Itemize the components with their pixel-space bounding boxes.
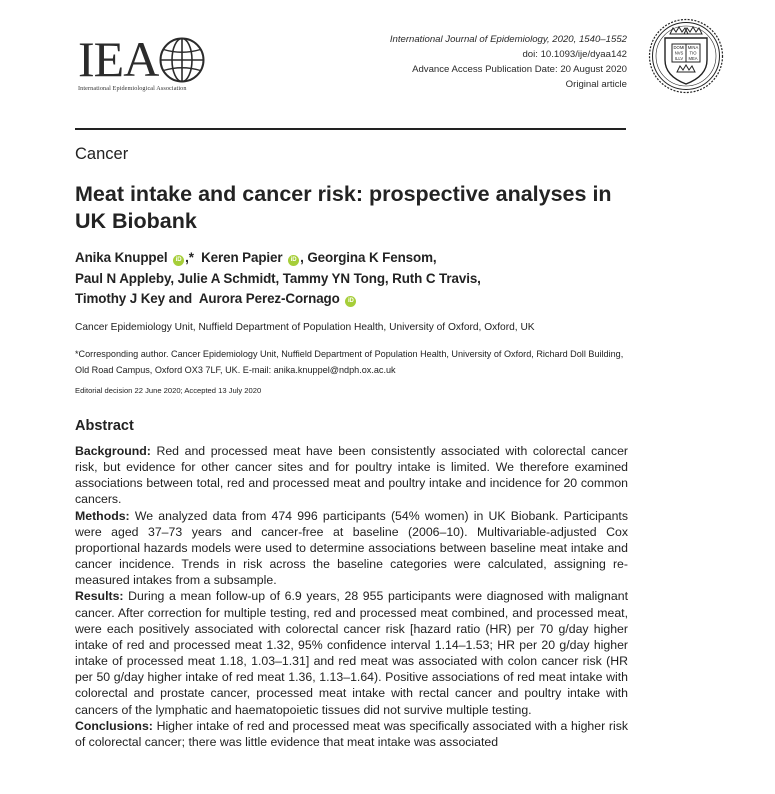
author-name[interactable]: Keren Papier [201,250,283,265]
oxford-seal-icon [648,18,724,94]
header-divider [75,128,626,130]
results-text: During a mean follow-up of 6.9 years, 28 955 participants were diagnosed with malignant cancer. After correction for multiple testing, red and processed meat combined, and processed meat, were each positively associated with colorectal cancer risk [hazard ratio (HR) per 70 g/day higher intake of red and processed meat 1.32, 95% confidence interval 1.14–1.53; HR per 20 g/day higher intake of processed meat 1.18, 1.03–1.31] and red meat was associated with colon cancer risk (HR per 50 g/day higher intake of red meat 1.36, 1.13–1.64). Positive associations of red meat intake with colorectal and prostate cancer, processed meat intake with rectal cancer and poultry intake with cancers of the lymphatic and haematopoietic tissues did not survive multiple testing. [75,589,628,717]
affiliation: Cancer Epidemiology Unit, Nuffield Department of Population Health, University of Oxford, Oxford, UK [75,322,535,333]
conclusions-text: Higher intake of red and processed meat was specifically associated with a higher risk of colorectal cancer; there was little evidence that meat intake was associated [75,718,628,749]
results-label: Results: [75,589,124,604]
article-type: Original article [565,79,627,90]
advance-access-date: Advance Access Publication Date: 20 August 2020 [412,64,627,75]
author-name[interactable]: Anika Knuppel [75,250,168,265]
author-name[interactable]: Georgina K Fensom, [307,250,437,265]
seal-word-3: ILLV [674,56,684,61]
abstract-conclusions [75,718,628,750]
abstract-heading: Abstract [75,418,134,434]
abstract-body [75,443,628,750]
author-mark: ,* [185,250,194,265]
abstract-background [75,443,628,508]
orcid-icon[interactable]: iD [173,255,184,266]
seal-word-1: DOMI [673,45,685,50]
abstract-methods [75,508,628,589]
article-title: Meat intake and cancer risk: prospective analyses in UK Biobank [75,182,612,233]
editorial-dates: Editorial decision 22 June 2020; Accepted 13 July 2020 [75,386,262,395]
seal-word-5: TIO [689,50,697,56]
seal-word-2: NVS [674,50,684,56]
corresponding-author: *Corresponding author. Cancer Epidemiology Unit, Nuffield Department of Population Health, University of Oxford, Richard Doll Building, Old Road Campus, Oxford OX3 7LF, UK. E-mail: anika.knuppel@ndph.ox.ac.uk [75,349,624,375]
background-text: Red and processed meat have been consistently associated with colorectal cancer risk, but evidence for other cancer sites and for poultry intake is limited. We therefore examined associations between total, red and processed meat and poultry intake and incidence for 20 common cancers. [75,444,629,507]
doi[interactable]: doi: 10.1093/ije/dyaa142 [522,49,627,60]
globe-icon [159,37,205,83]
orcid-icon[interactable]: iD [345,296,356,307]
background-label: Background: [75,444,151,458]
author-list: Anika Knuppel iD ,* Keren Papier iD , Georgina K Fensom, Paul N Appleby, Julie A Schmidt, Tammy YN Tong, Ruth C Travis, Timothy J Key and Aurora Perez-Cornago iD [75,250,481,306]
author-name[interactable]: Tammy YN Tong, [282,270,389,286]
seal-word-6: MEA [688,56,698,61]
orcid-icon[interactable]: iD [288,255,299,266]
logo-subtitle: International Epidemiological Association [78,85,187,92]
author-name[interactable]: Ruth C Travis, [392,270,481,286]
section-label: Cancer [75,145,129,163]
abstract-results [75,588,628,717]
iea-logo [78,31,205,92]
author-name[interactable]: Paul N Appleby, [75,270,174,286]
conclusions-label: Conclusions: [75,718,153,733]
author-name[interactable]: Julie A Schmidt, [177,270,280,286]
journal-meta [390,32,627,92]
author-name[interactable]: Aurora Perez-Cornago [198,291,340,306]
methods-label: Methods: [75,508,130,523]
seal-word-4: MINA [687,45,699,50]
author-name[interactable]: Timothy J Key and [75,291,193,306]
methods-text: We analyzed data from 474 996 participants (54% women) in UK Biobank. Participants were aged 37–73 years and cancer-free at baseline (2006–10). Multivariable-adjusted Cox proportional hazards models were used to determine associations between baseline meat intake and cancer incidence. Trends in risk across the baseline categories were calculated, assigning re-measured intakes from a subsample. [75,508,629,588]
journal-citation: International Journal of Epidemiology, 2020, 1540–1552 [389,34,627,45]
logo-text: IEA [78,31,159,87]
